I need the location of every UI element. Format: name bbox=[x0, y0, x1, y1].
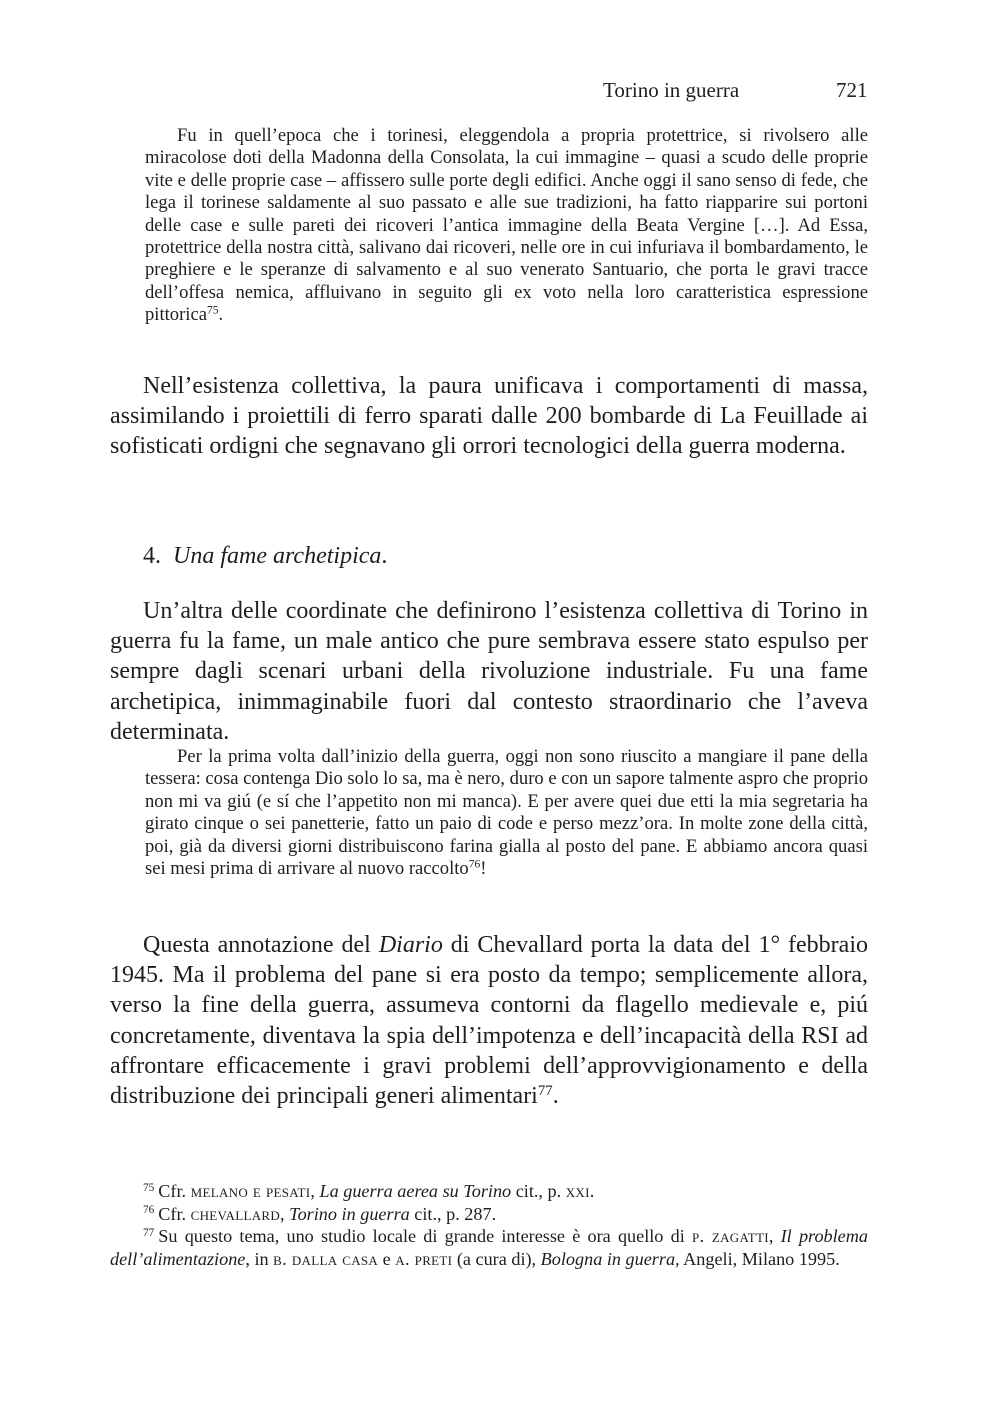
footnote-author: chevallard bbox=[190, 1203, 281, 1224]
footnote-number: 76 bbox=[143, 1204, 155, 1217]
footnote-text: Su questo tema, uno studio locale di grande interesse è ora quello di bbox=[158, 1226, 692, 1247]
footnote-text: . bbox=[589, 1181, 595, 1201]
footnote-author: b. dalla casa bbox=[273, 1248, 379, 1269]
footnote-work-title: Il problema dell’alimentazione bbox=[110, 1226, 868, 1269]
footnote-ref-76[interactable]: 76 bbox=[468, 858, 481, 871]
footnote-author: melano e pesati bbox=[190, 1181, 311, 1201]
footnote-76 bbox=[110, 1203, 868, 1226]
footnote-text: e bbox=[378, 1248, 396, 1269]
footnote-number: 75 bbox=[143, 1181, 155, 1194]
paragraph-end: . bbox=[552, 1083, 559, 1110]
footnote-text: , in bbox=[245, 1248, 274, 1269]
section-number: 4. bbox=[143, 543, 161, 569]
quote-paragraph bbox=[145, 746, 868, 880]
quote-paragraph bbox=[145, 125, 868, 327]
footnote-text: , bbox=[280, 1203, 290, 1224]
footnotes bbox=[110, 1180, 868, 1270]
section-title: Una fame archetipica bbox=[173, 543, 382, 569]
footnote-author: p. zagatti bbox=[691, 1226, 769, 1247]
footnote-text: (a cura di), bbox=[452, 1248, 541, 1269]
body-paragraph-annotazione bbox=[110, 930, 868, 1111]
footnote-77 bbox=[110, 1225, 868, 1270]
paragraph-text: Un’altra delle coordinate che definirono l’esistenza collettiva di Torino in guerra fu la fame, un male antico che pure sembrava essere stato espulso per sempre dagli scenari urbani della rivoluzione industriale. Fu una fame archetipica, inimmaginabile fuori dal contesto straordinario che l’aveva determinata. bbox=[110, 598, 868, 745]
footnote-text: Angeli, Milano 1995. bbox=[679, 1248, 840, 1269]
section-title-end: . bbox=[381, 543, 388, 569]
body-paragraph-paura bbox=[110, 371, 868, 462]
section-heading bbox=[143, 543, 387, 570]
footnote-text: , bbox=[768, 1226, 781, 1247]
quote-text: Per la prima volta dall’inizio della guerra, oggi non sono riuscito a mangiare il pane della tessera: cosa contenga Dio solo lo sa, ma è nero, duro e con un sapore talmente aspro che proprio non mi va giú (e sí che l’appetito non mi manca). E per avere quei due etti la mia segretaria ha girato cinque o sei panetterie, fatto un paio di code e perso mezz’ora. In molte zone della città, poi, già da diversi giorni distribuiscono farina gialla al posto del pane. E abbiamo ancora quasi sei mesi prima di arrivare al nuovo raccolto bbox=[145, 746, 868, 880]
paragraph-text-start: Questa annotazione del bbox=[143, 932, 379, 958]
footnote-text: Cfr. bbox=[158, 1181, 191, 1201]
page-number: 721 bbox=[836, 78, 868, 102]
footnote-author: a. preti bbox=[395, 1248, 453, 1269]
quote-end: . bbox=[218, 304, 224, 326]
footnote-ref-75[interactable]: 75 bbox=[206, 304, 219, 317]
block-quote-chevallard bbox=[145, 746, 868, 880]
footnote-75 bbox=[110, 1180, 868, 1203]
diario-title: Diario bbox=[378, 932, 443, 958]
footnote-ref-77[interactable]: 77 bbox=[537, 1082, 553, 1099]
footnote-text: Cfr. bbox=[158, 1203, 191, 1224]
footnote-page: xxi bbox=[565, 1181, 590, 1201]
footnote-text: , bbox=[310, 1181, 320, 1201]
footnote-work-title: Bologna in guerra, bbox=[540, 1248, 680, 1269]
footnote-work-title: La guerra aerea su Torino bbox=[319, 1181, 512, 1201]
footnote-work-title: Torino in guerra bbox=[289, 1203, 410, 1224]
page-header bbox=[0, 78, 1005, 108]
running-title: Torino in guerra bbox=[603, 78, 740, 102]
block-quote-consolata bbox=[145, 125, 868, 327]
body-paragraph-fame bbox=[110, 596, 868, 747]
quote-text: Fu in quell’epoca che i torinesi, eleggendola a propria protettrice, si rivolsero alle miracolose doti della Madonna della Consolata, la cui immagine – quasi a scudo delle proprie vite e delle proprie case – affissero sulle porte degli edifici. Anche oggi il sano senso di fede, che lega il torinese saldamente al suo passato e alle sue tradizioni, ha fatto riapparire sui portoni delle case e sulle pareti dei ricoveri l’antica immagine della Beata Vergine […]. Ad Essa, protettrice della nostra città, salivano dai ricoveri, nelle ore in cui infuriava il bombardamento, le preghiere e le speranze di salvamento e al suo venerato Santuario, che porta le gravi tracce dell’offesa nemica, affluivano in seguito gli ex voto nella loro caratteristica espressione pittorica bbox=[145, 125, 868, 326]
footnote-text: cit., p. bbox=[511, 1181, 566, 1201]
quote-end: ! bbox=[480, 858, 487, 880]
paragraph-text: Nell’esistenza collettiva, la paura unificava i comportamenti di massa, assimilando i proiettili di ferro sparati dalle 200 bombarde di La Feuillade ai sofisticati ordigni che segnavano gli orrori tecnologici della guerra moderna. bbox=[110, 373, 868, 460]
footnote-number: 77 bbox=[143, 1226, 155, 1239]
paragraph-text-rest: di Chevallard porta la data del 1° febbraio 1945. Ma il problema del pane si era posto da tempo; semplicemente allora, verso la fine della guerra, assumeva contorni da flagello medievale e, piú concretamente, diventava la spia dell’impotenza e dell’incapacità della RSI ad affrontare efficacemente i gravi problemi dell’approvvigionamento e della distribuzione dei principali generi alimentari bbox=[110, 932, 868, 1110]
footnote-text: cit., p. 287. bbox=[409, 1203, 497, 1224]
